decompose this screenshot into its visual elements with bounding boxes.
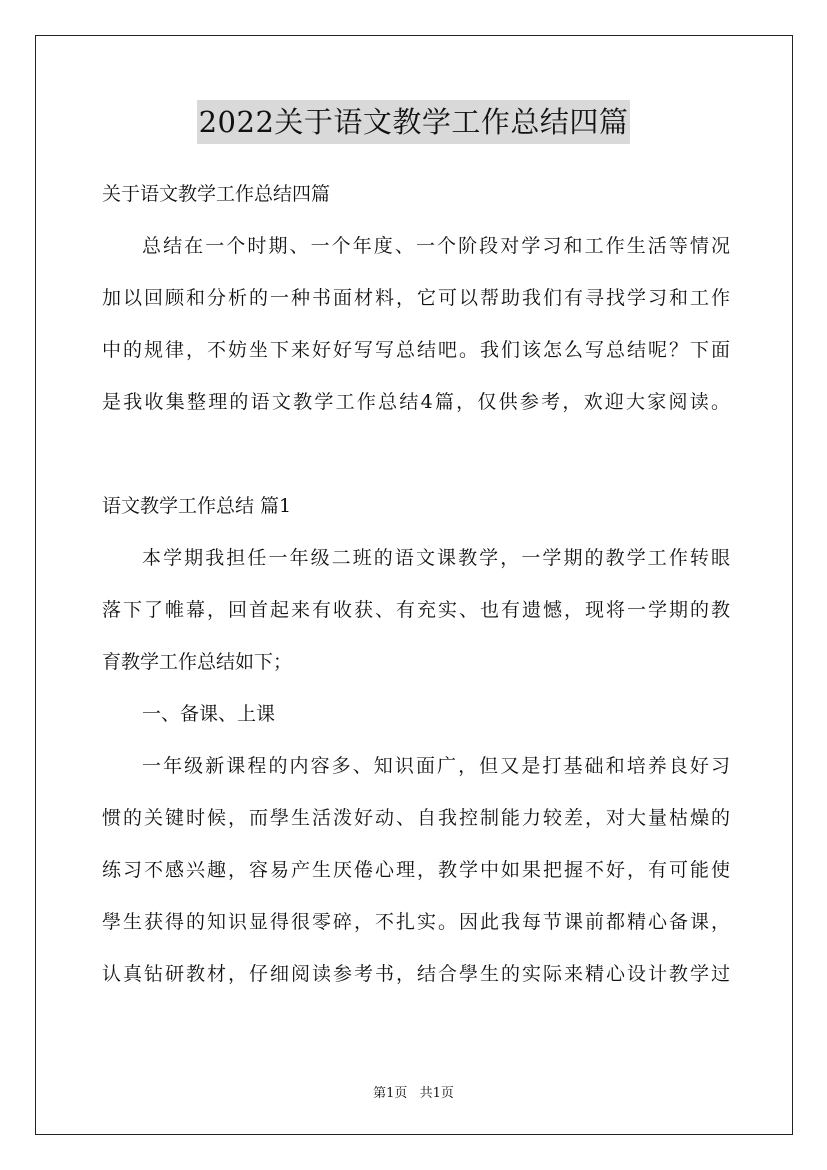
paragraph-line: 本学期我担任一年级二班的语文课教学，一学期的教学工作转眼 bbox=[142, 547, 730, 569]
document-title: 2022关于语文教学工作总结四篇 bbox=[197, 100, 631, 144]
page-total: 共1页 bbox=[419, 1086, 454, 1101]
paragraph-line: 认真钻研教材，仔细阅读参考书，结合學生的实际来精心设计教学过 bbox=[102, 963, 730, 985]
intro-line: 加以回顾和分析的一种书面材料，它可以帮助我们有寻找学习和工作 bbox=[102, 287, 730, 309]
intro-line: 是我收集整理的语文教学工作总结4篇，仅供参考，欢迎大家阅读。 bbox=[102, 391, 730, 413]
paragraph-line: 惯的关键时候，而學生活泼好动、自我控制能力较差，对大量枯燥的 bbox=[102, 807, 730, 829]
section-heading: 语文教学工作总结 篇1 bbox=[102, 495, 292, 517]
title-wrap bbox=[0, 100, 827, 144]
document-subtitle: 关于语文教学工作总结四篇 bbox=[102, 183, 331, 205]
intro-line: 总结在一个时期、一个年度、一个阶段对学习和工作生活等情况 bbox=[142, 235, 730, 257]
paragraph-line: 學生获得的知识显得很零碎，不扎实。因此我每节课前都精心备课， bbox=[102, 911, 730, 933]
document-body bbox=[102, 168, 730, 1000]
subheading: 一、备课、上课 bbox=[142, 703, 276, 725]
intro-line: 中的规律，不妨坐下来好好写写总结吧。我们该怎么写总结呢？下面 bbox=[102, 339, 730, 361]
page-number: 第1页 bbox=[373, 1086, 408, 1101]
page-footer bbox=[0, 1086, 827, 1102]
paragraph-line: 练习不感兴趣，容易产生厌倦心理，教学中如果把握不好，有可能使 bbox=[102, 859, 730, 881]
paragraph-gap bbox=[102, 428, 730, 480]
paragraph-line: 一年级新课程的内容多、知识面广，但又是打基础和培养良好习 bbox=[142, 755, 730, 777]
paragraph-line: 落下了帷幕，回首起来有收获、有充实、也有遗憾，现将一学期的教 bbox=[102, 599, 730, 621]
paragraph-line: 育教学工作总结如下； bbox=[102, 651, 293, 673]
